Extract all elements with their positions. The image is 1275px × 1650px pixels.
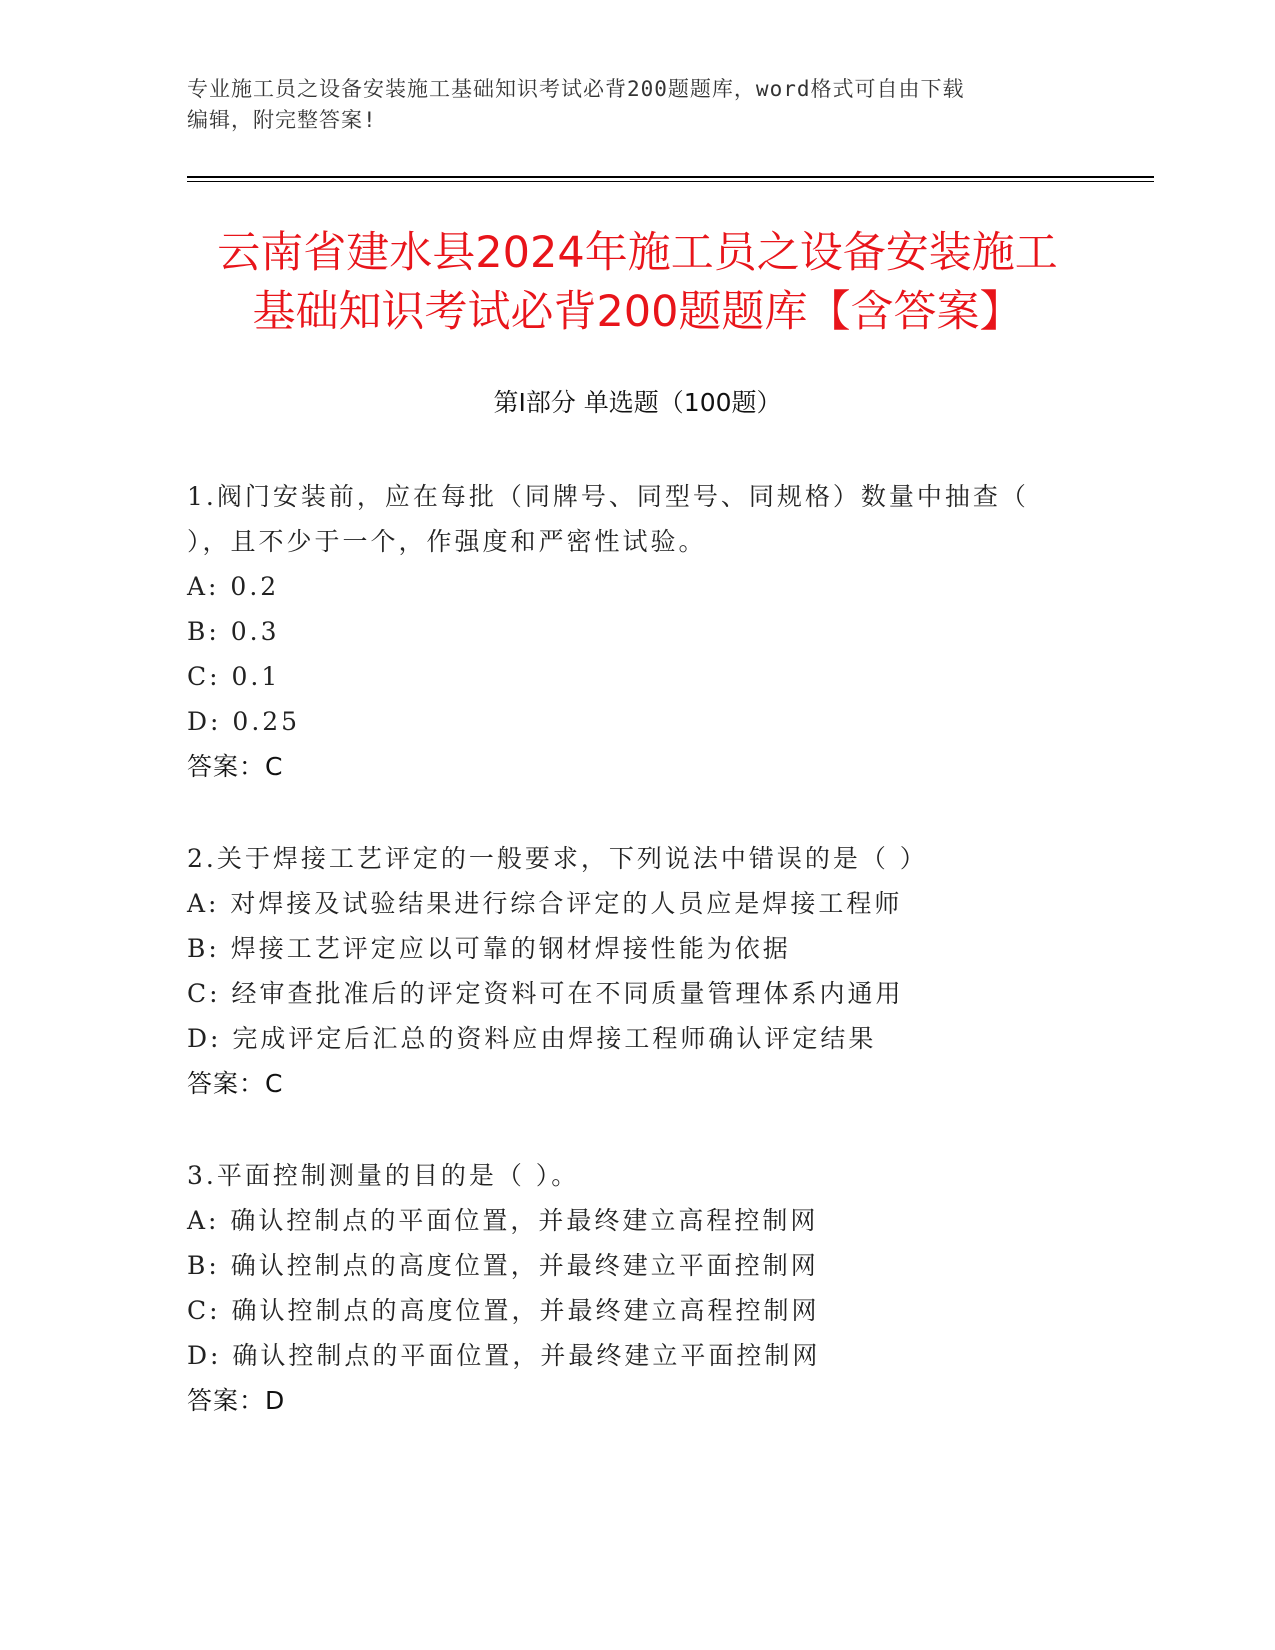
option-b: B: 确认控制点的高度位置，并最终建立平面控制网 <box>187 1251 819 1280</box>
question-2 <box>187 836 1087 1106</box>
document-title-line2: 基础知识考试必背200题题库【含答案】 <box>252 287 1023 337</box>
option-c: C: 确认控制点的高度位置，并最终建立高程控制网 <box>187 1296 820 1325</box>
header-note <box>187 74 1087 136</box>
question-stem-line1: 2.关于焊接工艺评定的一般要求，下列说法中错误的是（ ） <box>187 844 928 873</box>
header-note-line2: 编辑，附完整答案! <box>187 108 377 132</box>
option-a: A: 确认控制点的平面位置，并最终建立高程控制网 <box>187 1206 819 1235</box>
option-b: B: 焊接工艺评定应以可靠的钢材焊接性能为依据 <box>187 934 791 963</box>
question-1 <box>187 474 1087 789</box>
header-divider-thick <box>187 176 1154 178</box>
option-c: C: 经审查批准后的评定资料可在不同质量管理体系内通用 <box>187 979 904 1008</box>
option-a: A: 0.2 <box>187 572 280 601</box>
option-d: D: 0.25 <box>187 707 301 736</box>
question-stem-line1: 1.阀门安装前，应在每批（同牌号、同型号、同规格）数量中抽查（ <box>187 482 1029 511</box>
option-a: A: 对焊接及试验结果进行综合评定的人员应是焊接工程师 <box>187 889 903 918</box>
answer-line: 答案：D <box>187 1386 286 1415</box>
answer-line: 答案：C <box>187 1069 284 1098</box>
option-d: D: 完成评定后汇总的资料应由焊接工程师确认评定结果 <box>187 1024 877 1053</box>
header-note-line1: 专业施工员之设备安装施工基础知识考试必背200题题库，word格式可自由下载 <box>187 77 965 101</box>
option-c: C: 0.1 <box>187 662 281 691</box>
option-b: B: 0.3 <box>187 617 280 646</box>
question-stem-line2: ），且不少于一个，作强度和严密性试验。 <box>187 527 707 556</box>
answer-line: 答案：C <box>187 752 284 781</box>
question-stem-line1: 3.平面控制测量的目的是（ ）。 <box>187 1161 580 1190</box>
question-list <box>187 474 1087 1470</box>
option-d: D: 确认控制点的平面位置，并最终建立平面控制网 <box>187 1341 821 1370</box>
document-title <box>120 224 1155 342</box>
section-heading: 第Ⅰ部分 单选题（100题） <box>493 388 782 417</box>
document-title-line1: 云南省建水县2024年施工员之设备安装施工 <box>217 228 1058 278</box>
question-3 <box>187 1153 1087 1423</box>
header-divider-thin <box>187 181 1154 182</box>
